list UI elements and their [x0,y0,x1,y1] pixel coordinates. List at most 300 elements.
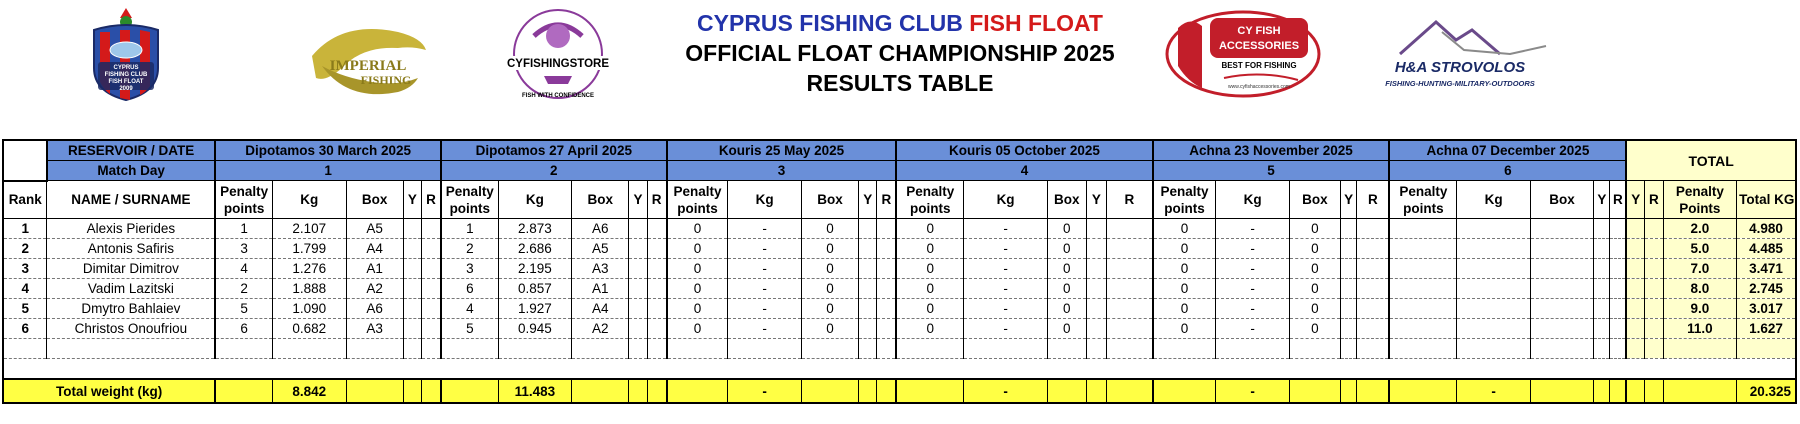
box-header: Box [1289,181,1340,219]
box-cell: 0 [801,219,858,239]
total-weight-label: Total weight (kg) [3,379,215,403]
total-weight-pen-cell [896,379,963,403]
table-row [3,219,1796,239]
title-results: RESULTS TABLE [806,70,994,96]
box-header: Box [346,181,403,219]
penalty-cell [667,339,728,359]
r-cell [647,299,666,319]
match-day-5: 5 [1153,161,1390,181]
total-penalty-cell: 2.0 [1663,219,1737,239]
penalty-cell: 6 [441,279,498,299]
y-cell [1340,259,1356,279]
table-row [3,339,1796,359]
kg-header: Kg [498,181,572,219]
match-6-header: Achna 07 December 2025 [1389,140,1626,161]
penalty-cell: 0 [667,239,728,259]
r-cell [1357,279,1390,299]
box-cell: A2 [346,279,403,299]
penalty-cell [441,339,498,359]
total-weight-y-cell [629,379,647,403]
club-crest-logo [86,6,166,102]
kg-cell: 2.107 [273,219,347,239]
match-1-header: Dipotamos 30 March 2025 [215,140,441,161]
r-cell [1610,299,1626,319]
total-weight-box-cell [1047,379,1086,403]
r-cell [1357,319,1390,339]
penalty-cell: 4 [441,299,498,319]
penalty-cell [1389,239,1456,259]
penalty-cell [1389,339,1456,359]
total-weight-y-cell [1340,379,1356,403]
rank-cell: 5 [3,299,47,319]
club-logo-line3: FISH FLOAT [108,79,144,85]
total-weight-pen-cell [667,379,728,403]
y-cell [1594,319,1610,339]
box-cell: A3 [346,319,403,339]
box-cell: 0 [801,319,858,339]
y-cell [403,219,421,239]
penalty-cell: 5 [441,319,498,339]
kg-cell: - [964,259,1048,279]
total-weight-r-cell [647,379,666,403]
penalty-cell: 0 [1153,259,1216,279]
total-weight-pen-cell [1389,379,1456,403]
box-cell: 0 [1289,219,1340,239]
r-cell [1357,339,1390,359]
total-weight-pen-cell [441,379,498,403]
box-cell: A2 [572,319,629,339]
kg-cell: - [964,299,1048,319]
kg-header: Kg [273,181,347,219]
kg-cell: 2.873 [498,219,572,239]
y-header: Y [1086,181,1106,219]
imperial-logo-line1: IMPERIAL [329,58,407,74]
title-fish-float: FISH FLOAT [969,10,1103,36]
penalty-cell: 0 [667,219,728,239]
box-cell: 0 [1289,259,1340,279]
y-cell [1086,219,1106,239]
total-kg-cell: 4.980 [1737,219,1796,239]
penalty-cell: 1 [441,219,498,239]
box-cell [346,339,403,359]
total-penalty-cell: 7.0 [1663,259,1737,279]
y-cell [1340,299,1356,319]
total-y-cell [1626,339,1644,359]
results-table [2,139,1797,404]
kg-cell [1457,259,1531,279]
match-day-1: 1 [215,161,441,181]
cyfish-accessories-logo [1164,8,1322,98]
total-weight-pen-cell [215,379,272,403]
box-cell [1530,279,1593,299]
box-cell: A4 [572,299,629,319]
penalty-label-line2: points [1164,200,1205,216]
rank-cell: 4 [3,279,47,299]
match-day-2: 2 [441,161,667,181]
r-cell [1610,319,1626,339]
r-cell [1107,339,1153,359]
total-penalty-cell: 5.0 [1663,239,1737,259]
r-header: R [422,181,441,219]
y-cell [859,319,877,339]
box-cell: 0 [1289,239,1340,259]
penalty-cell: 5 [215,299,272,319]
total-penalty-cell: 11.0 [1663,319,1737,339]
total-penalty-cell [1663,339,1737,359]
total-kg-cell: 2.745 [1737,279,1796,299]
box-header: Box [1530,181,1593,219]
y-cell [859,239,877,259]
kg-header: Kg [1457,181,1531,219]
y-cell [859,339,877,359]
total-weight-match-1: 8.842 [273,379,347,403]
r-header: R [647,181,666,219]
r-cell [877,259,896,279]
kg-cell: 0.857 [498,279,572,299]
total-weight-match-3: - [728,379,802,403]
penalty-cell: 0 [896,319,963,339]
r-cell [422,299,441,319]
box-cell: 0 [1289,299,1340,319]
kg-cell: - [1216,319,1290,339]
box-cell [572,339,629,359]
kg-cell: - [1216,219,1290,239]
penalty-cell: 0 [1153,319,1216,339]
rank-header: Rank [3,181,47,219]
kg-cell: - [964,319,1048,339]
cyfishingstore-logo-name: CYFISHINGSTORE [506,58,610,70]
kg-cell: - [1216,259,1290,279]
kg-cell: - [964,279,1048,299]
total-weight-y-cell [1594,379,1610,403]
name-cell: Vadim Lazitski [47,279,215,299]
page-title [630,8,1170,98]
kg-cell: - [728,219,802,239]
r-header: R [877,181,896,219]
penalty-label-line2: points [910,200,951,216]
grand-r-cell [1645,379,1663,403]
r-cell [647,279,666,299]
penalty-cell: 0 [896,299,963,319]
table-gap [3,359,1796,380]
total-r-cell [1645,319,1663,339]
total-y-cell [1626,259,1644,279]
penalty-cell: 0 [1153,279,1216,299]
y-cell [629,259,647,279]
y-cell [629,299,647,319]
box-cell: A6 [572,219,629,239]
total-weight-r-cell [1610,379,1626,403]
total-r-cell [1645,279,1663,299]
y-cell [1340,339,1356,359]
r-cell [1357,259,1390,279]
y-cell [1086,279,1106,299]
box-cell: 0 [801,259,858,279]
y-cell [859,219,877,239]
kg-cell [1457,239,1531,259]
club-logo-line4: 2009 [119,86,133,92]
r-cell [422,279,441,299]
y-cell [629,319,647,339]
penalty-points-header [667,181,728,219]
title-line-1 [630,8,1170,38]
y-cell [859,299,877,319]
total-r-cell [1645,239,1663,259]
penalty-cell: 0 [896,279,963,299]
total-weight-match-4: - [964,379,1048,403]
cyfish-logo-line3: BEST FOR FISHING [1221,61,1297,70]
total-weight-pen-cell [1153,379,1216,403]
box-cell: A1 [572,279,629,299]
penalty-cell: 6 [215,319,272,339]
kg-header: Kg [1216,181,1290,219]
match-day-3: 3 [667,161,897,181]
r-header: R [1357,181,1390,219]
penalty-cell: 3 [441,259,498,279]
total-weight-r-cell [422,379,441,403]
total-weight-box-cell [1289,379,1340,403]
box-cell: A3 [572,259,629,279]
imperial-logo-line2: FISHING [360,73,412,87]
total-weight-match-2: 11.483 [498,379,572,403]
kg-header: Kg [964,181,1048,219]
penalty-cell: 0 [1153,239,1216,259]
total-r-cell [1645,219,1663,239]
y-header: Y [1340,181,1356,219]
r-cell [1107,239,1153,259]
kg-cell: - [728,259,802,279]
r-header: R [1107,181,1153,219]
total-weight-box-cell [346,379,403,403]
penalty-cell [896,339,963,359]
name-cell: Dimitar Dimitrov [47,259,215,279]
total-r-cell [1645,339,1663,359]
r-header: R [1610,181,1626,219]
kg-cell: - [1216,279,1290,299]
total-weight-r-cell [877,379,896,403]
name-cell: Christos Onoufriou [47,319,215,339]
cyfish-logo-line1: CY FISH [1237,25,1281,37]
kg-cell: 1.927 [498,299,572,319]
box-cell: 0 [1047,319,1086,339]
r-cell [1107,319,1153,339]
penalty-cell: 4 [215,259,272,279]
box-cell [1530,259,1593,279]
name-cell [47,339,215,359]
kg-cell [498,339,572,359]
r-cell [647,319,666,339]
kg-cell: 2.195 [498,259,572,279]
rank-cell [3,339,47,359]
penalty-label-line1: Penalty [445,183,494,199]
r-cell [1610,239,1626,259]
kg-cell: - [1216,299,1290,319]
penalty-label-line1: Penalty [673,183,722,199]
y-cell [1594,339,1610,359]
name-cell: Antonis Safiris [47,239,215,259]
penalty-label-line1: Penalty [906,183,955,199]
penalty-cell: 0 [667,319,728,339]
penalty-cell [1389,319,1456,339]
total-weight-r-cell [1357,379,1390,403]
box-header: Box [1047,181,1086,219]
penalty-points-header [1153,181,1216,219]
y-cell [1594,299,1610,319]
r-cell [877,219,896,239]
r-cell [422,339,441,359]
kg-cell [728,339,802,359]
reservoir-date-header: RESERVOIR / DATE [47,140,215,161]
y-cell [1340,219,1356,239]
penalty-cell [215,339,272,359]
kg-cell: 0.682 [273,319,347,339]
total-weight-match-6: - [1457,379,1531,403]
total-y-cell [1626,299,1644,319]
penalty-label-line1: Penalty [220,183,269,199]
grand-total-kg: 20.325 [1737,379,1796,403]
r-cell [1107,259,1153,279]
rank-cell: 6 [3,319,47,339]
match-3-header: Kouris 25 May 2025 [667,140,897,161]
total-kg-cell [1737,339,1796,359]
y-cell [629,279,647,299]
y-cell [1340,279,1356,299]
r-cell [1357,219,1390,239]
total-y-cell [1626,219,1644,239]
table-row [3,279,1796,299]
box-cell [1530,319,1593,339]
total-weight-match-5: - [1216,379,1290,403]
club-logo-line2: FISHING CLUB [104,72,148,78]
total-kg-header: Total KG [1737,181,1796,219]
box-header: Box [572,181,629,219]
total-kg-cell: 1.627 [1737,319,1796,339]
box-cell [1530,239,1593,259]
penalty-cell: 0 [667,279,728,299]
penalty-points-header [215,181,272,219]
penalty-cell: 0 [1153,299,1216,319]
penalty-label-line2: points [223,200,265,216]
box-cell [1289,339,1340,359]
box-cell [1047,339,1086,359]
name-cell: Dmytro Bahlaiev [47,299,215,319]
total-y-cell [1626,279,1644,299]
r-cell [877,339,896,359]
r-cell [877,239,896,259]
kg-cell: - [728,319,802,339]
y-cell [1340,239,1356,259]
kg-cell: 1.799 [273,239,347,259]
cyfishingstore-logo [496,6,620,106]
total-y-header: Y [1626,181,1644,219]
rank-cell: 1 [3,219,47,239]
ha-logo-name: H&A STROVOLOS [1394,59,1526,76]
r-cell [1107,299,1153,319]
cyfishingstore-logo-tagline: FISH WITH CONFIDENCE [522,93,594,99]
rank-header-spacer [3,140,47,181]
kg-cell [1457,219,1531,239]
box-cell: 0 [801,239,858,259]
total-penalty-cell: 9.0 [1663,299,1737,319]
box-cell: A1 [346,259,403,279]
kg-cell: - [964,239,1048,259]
y-cell [629,339,647,359]
box-cell: 0 [1047,219,1086,239]
r-cell [647,259,666,279]
total-weight-box-cell [1530,379,1593,403]
title-club-name: CYPRUS FISHING CLUB [697,10,963,36]
penalty-points-header [441,181,498,219]
y-cell [629,239,647,259]
penalty-label-line1: Penalty [1160,183,1209,199]
imperial-fishing-logo [302,16,432,102]
box-cell [801,339,858,359]
total-r-header: R [1645,181,1663,219]
y-cell [1086,239,1106,259]
y-cell [629,219,647,239]
kg-cell [1457,319,1531,339]
r-cell [1610,259,1626,279]
kg-cell: 1.276 [273,259,347,279]
total-penalty-cell: 8.0 [1663,279,1737,299]
penalty-cell [1389,259,1456,279]
kg-cell: 0.945 [498,319,572,339]
y-cell [1086,259,1106,279]
penalty-cell: 3 [215,239,272,259]
match-day-4: 4 [896,161,1152,181]
total-penalty-label-line1: Penalty [1675,183,1724,199]
kg-cell: - [728,299,802,319]
penalty-points-header [1389,181,1456,219]
penalty-cell: 2 [215,279,272,299]
r-cell [1357,239,1390,259]
y-cell [1594,219,1610,239]
kg-cell: - [728,239,802,259]
kg-header: Kg [728,181,802,219]
kg-cell: 2.686 [498,239,572,259]
ha-logo-tagline: FISHING-HUNTING-MILITARY-OUTDOORS [1385,79,1535,88]
r-cell [1610,279,1626,299]
box-cell: 0 [1047,299,1086,319]
ha-strovolos-logo [1360,10,1560,92]
total-kg-cell: 3.017 [1737,299,1796,319]
r-cell [1107,279,1153,299]
r-cell [647,339,666,359]
total-r-cell [1645,259,1663,279]
box-cell: A5 [572,239,629,259]
y-header: Y [629,181,647,219]
box-cell: 0 [1047,279,1086,299]
penalty-cell: 1 [215,219,272,239]
y-header: Y [859,181,877,219]
table-row [3,259,1796,279]
total-weight-y-cell [1086,379,1106,403]
box-cell: 0 [1289,279,1340,299]
r-cell [647,239,666,259]
r-cell [422,319,441,339]
penalty-cell: 0 [896,259,963,279]
title-championship: OFFICIAL FLOAT CHAMPIONSHIP 2025 [685,40,1115,66]
name-header: NAME / SURNAME [47,181,215,219]
penalty-cell: 0 [667,299,728,319]
r-cell [647,219,666,239]
penalty-cell [1153,339,1216,359]
kg-cell: - [728,279,802,299]
box-cell [1530,219,1593,239]
y-cell [403,259,421,279]
match-day-header: Match Day [47,161,215,181]
y-cell [1086,339,1106,359]
